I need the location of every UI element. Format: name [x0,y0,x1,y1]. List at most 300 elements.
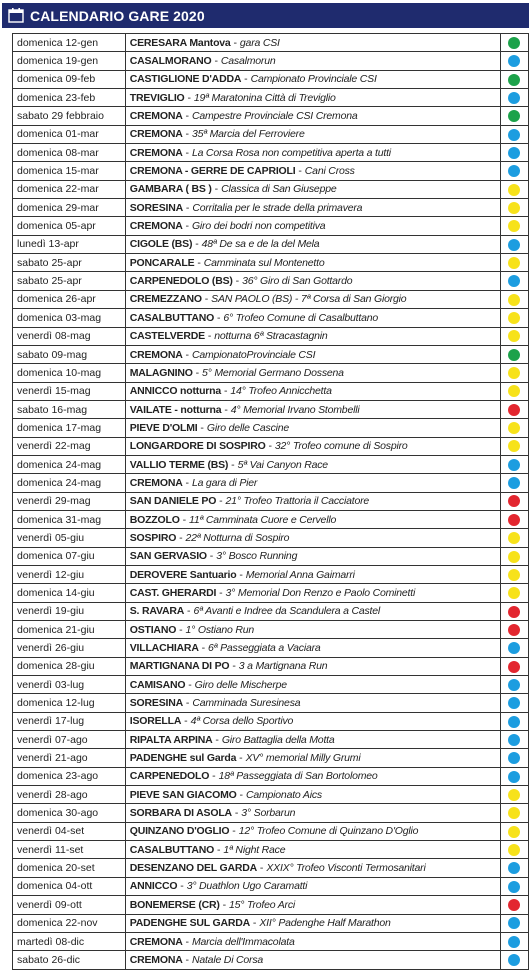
race-category-cell [500,327,528,345]
race-description: 18ª Passeggiata di San Bortolomeo [218,770,378,783]
race-category-cell [500,345,528,363]
race-location: CREMONA [129,146,183,159]
race-category-cell [500,767,528,785]
table-row [13,34,529,52]
race-date: domenica 24-mag [13,474,126,492]
race-location: CARPENEDOLO (BS) [129,275,233,288]
category-dot-icon [508,459,520,471]
race-date: venerdì 08-mag [13,327,126,345]
race-event [125,162,500,180]
race-event [125,712,500,730]
table-row [13,749,529,767]
race-event [125,437,500,455]
race-description: Campionato Aics [245,788,322,801]
category-dot-icon [508,551,520,563]
race-date: sabato 09-mag [13,345,126,363]
table-row [13,327,529,345]
race-category-cell [500,841,528,859]
race-category-cell [500,125,528,143]
category-dot-icon [508,220,520,232]
race-location: CREMONA [129,935,183,948]
race-location: CREMONA [129,128,183,141]
race-description: 6ª Passeggiata a Vaciara [208,642,321,655]
table-row [13,767,529,785]
category-dot-icon [508,844,520,856]
category-dot-icon [508,385,520,397]
race-location: CAST. GHERARDI [129,586,217,599]
category-dot-icon [508,587,520,599]
race-event [125,914,500,932]
page-title: CALENDARIO GARE 2020 [30,7,205,24]
race-date: venerdì 15-mag [13,382,126,400]
race-location: SAN GERVASIO [129,550,207,563]
race-category-cell [500,657,528,675]
race-category-cell [500,107,528,125]
race-category-cell [500,804,528,822]
race-location: DEROVERE Santuario [129,568,237,581]
race-event [125,70,500,88]
category-dot-icon [508,275,520,287]
race-separator: - [176,623,186,636]
race-location: CASTIGLIONE D'ADDA [129,73,242,86]
race-description: gara CSI [239,36,280,49]
race-location: PADENGHE SUL GARDA [129,917,251,930]
race-description: 21° Trofeo Trattoria il Cacciatore [225,495,370,508]
race-event [125,327,500,345]
category-dot-icon [508,954,520,966]
race-date: domenica 01-mar [13,125,126,143]
race-description: Memorial Anna Gaimarri [245,568,355,581]
race-location: RIPALTA ARPINA [129,733,213,746]
race-event [125,34,500,52]
race-date: venerdì 05-giu [13,529,126,547]
table-row [13,70,529,88]
race-calendar-table [12,33,529,970]
race-category-cell [500,932,528,950]
table-row [13,932,529,950]
category-dot-icon [508,532,520,544]
table-row [13,584,529,602]
race-separator: - [176,531,186,544]
race-description: 3° Sorbarun [241,807,296,820]
race-date: lunedì 13-apr [13,235,126,253]
race-date: domenica 15-mar [13,162,126,180]
race-location: CARPENEDOLO [129,770,210,783]
race-event [125,602,500,620]
table-row [13,859,529,877]
race-category-cell [500,712,528,730]
race-separator: - [214,311,224,324]
race-location: PIEVE D'OLMI [129,421,198,434]
race-date: domenica 14-giu [13,584,126,602]
race-date: sabato 25-apr [13,254,126,272]
race-event [125,932,500,950]
race-description: 3° Duathlon Ugo Caramatti [186,880,308,893]
table-row [13,180,529,198]
race-separator: - [265,440,275,453]
table-row [13,914,529,932]
race-separator: - [194,256,204,269]
race-location: ANNICCO [129,880,178,893]
race-location: PIEVE SAN GIACOMO [129,788,237,801]
race-date: venerdì 09-ott [13,896,126,914]
category-dot-icon [508,642,520,654]
race-description: 22ª Notturna di Sospiro [185,531,290,544]
category-dot-icon [508,55,520,67]
table-row [13,419,529,437]
race-separator: - [241,73,251,86]
table-row [13,89,529,107]
table-row [13,107,529,125]
race-separator: - [179,513,190,526]
race-separator: - [185,678,195,691]
race-description: Cani Cross [304,165,355,178]
race-date: domenica 23-ago [13,767,126,785]
race-event [125,639,500,657]
race-location: VALLIO TERME (BS) [129,458,229,471]
race-date: domenica 10-mag [13,364,126,382]
race-separator: - [295,165,305,178]
race-event [125,345,500,363]
calendar-icon [8,8,24,23]
race-date: venerdì 19-giu [13,602,126,620]
race-description: 5° Memorial Germano Dossena [202,366,344,379]
race-event [125,400,500,418]
race-location: ANNICCO notturna [129,385,222,398]
race-description: notturna 6ª Stracastagnin [214,330,328,343]
race-date: venerdì 04-set [13,822,126,840]
race-description: La gara di Pier [191,476,258,489]
category-dot-icon [508,239,520,251]
race-location: BONEMERSE (CR) [129,898,220,911]
category-dot-icon [508,606,520,618]
category-dot-icon [508,367,520,379]
race-event [125,474,500,492]
category-dot-icon [508,752,520,764]
category-dot-icon [508,422,520,434]
race-separator: - [182,935,192,948]
race-date: martedì 08-dic [13,932,126,950]
category-dot-icon [508,917,520,929]
race-separator: - [221,403,231,416]
race-description: CampionatoProvinciale CSI [191,348,316,361]
race-date: venerdì 26-giu [13,639,126,657]
race-event [125,676,500,694]
race-location: CREMONA [129,220,183,233]
category-dot-icon [508,440,520,452]
race-separator: - [182,476,192,489]
race-category-cell [500,914,528,932]
race-separator: - [182,146,192,159]
race-separator: - [209,770,219,783]
table-row [13,345,529,363]
category-dot-icon [508,184,520,196]
race-description: Classica di San Giuseppe [221,183,337,196]
race-description: Camminada Suresinesa [192,697,301,710]
race-location: PADENGHE sul Garda [129,752,237,765]
race-separator: - [182,128,192,141]
race-location: CERESARA Mantova [129,36,231,49]
category-dot-icon [508,862,520,874]
race-location: CREMONA [129,476,183,489]
race-separator: - [201,293,212,306]
table-row [13,621,529,639]
category-dot-icon [508,129,520,141]
category-dot-icon [508,257,520,269]
race-description: 5ª Vai Canyon Race [237,458,328,471]
race-location: CASALMORANO [129,55,212,68]
race-category-cell [500,235,528,253]
race-location: MARTIGNANA DI PO [129,660,230,673]
race-date: domenica 07-giu [13,547,126,565]
race-description: La Corsa Rosa non competitiva aperta a tutti [191,146,391,159]
table-row [13,125,529,143]
race-category-cell [500,437,528,455]
race-category-cell [500,34,528,52]
race-location: BOZZOLO [129,513,180,526]
race-location: S. RAVARA [129,605,185,618]
race-event [125,767,500,785]
race-location: CREMONA - GERRE DE CAPRIOLI [129,165,296,178]
race-location: SORESINA [129,697,183,710]
race-event [125,125,500,143]
race-event [125,859,500,877]
race-event [125,309,500,327]
race-date: domenica 17-mag [13,419,126,437]
race-description: Giro delle Cascine [206,421,290,434]
race-event [125,107,500,125]
race-location: CAMISANO [129,678,186,691]
category-dot-icon [508,771,520,783]
race-event [125,749,500,767]
race-description: Corritalia per le strade della primavera [192,201,363,214]
race-location: DESENZANO DEL GARDA [129,862,257,875]
race-event [125,841,500,859]
race-event [125,199,500,217]
race-separator: - [229,825,239,838]
race-event [125,529,500,547]
race-description: 11ª Camminata Cuore e Cervello [189,513,337,526]
race-category-cell [500,529,528,547]
race-category-cell [500,290,528,308]
race-location: SAN DANIELE PO [129,495,217,508]
table-row [13,52,529,70]
category-dot-icon [508,74,520,86]
category-dot-icon [508,477,520,489]
race-date: venerdì 12-giu [13,565,126,583]
race-date: venerdì 28-ago [13,786,126,804]
race-location: OSTIANO [129,623,177,636]
race-separator: - [182,348,192,361]
category-dot-icon [508,37,520,49]
race-date: domenica 28-giu [13,657,126,675]
race-event [125,786,500,804]
race-description: 48ª De sa e de la del Mela [201,238,320,251]
category-dot-icon [508,807,520,819]
race-description: 35ª Marcia del Ferroviere [191,128,305,141]
race-category-cell [500,639,528,657]
race-calendar-body [13,34,529,970]
race-description: XII° Padenghe Half Marathon [259,917,391,930]
race-separator: - [206,550,217,563]
race-date: domenica 05-apr [13,217,126,235]
race-event [125,290,500,308]
race-description: 32° Trofeo comune di Sospiro [274,440,408,453]
race-date: domenica 09-feb [13,70,126,88]
race-category-cell [500,309,528,327]
race-category-cell [500,676,528,694]
table-row [13,602,529,620]
race-date: domenica 23-feb [13,89,126,107]
race-date: domenica 19-gen [13,52,126,70]
table-row [13,199,529,217]
table-row [13,657,529,675]
race-description: Giro dei bodri non competitiva [191,220,326,233]
category-dot-icon [508,569,520,581]
race-event [125,272,500,290]
race-category-cell [500,859,528,877]
category-dot-icon [508,514,520,526]
table-row [13,822,529,840]
table-row [13,896,529,914]
race-category-cell [500,144,528,162]
race-event [125,877,500,895]
race-location: CASALBUTTANO [129,843,215,856]
category-dot-icon [508,312,520,324]
race-separator: - [216,586,226,599]
race-event [125,492,500,510]
race-location: CREMONA [129,953,183,966]
race-location: GAMBARA ( BS ) [129,183,212,196]
category-dot-icon [508,734,520,746]
table-row [13,144,529,162]
race-description: XV° memorial Milly Grumi [245,752,361,765]
race-separator: - [232,275,243,288]
race-category-cell [500,89,528,107]
table-row [13,364,529,382]
race-location: CIGOLE (BS) [129,238,193,251]
race-event [125,382,500,400]
race-description: Campestre Provinciale CSI Cremona [191,110,358,123]
race-location: CASALBUTTANO [129,311,215,324]
category-dot-icon [508,330,520,342]
race-date: domenica 22-mar [13,180,126,198]
category-dot-icon [508,899,520,911]
category-dot-icon [508,789,520,801]
race-location: SORESINA [129,201,183,214]
race-event [125,180,500,198]
race-location: QUINZANO D'OGLIO [129,825,230,838]
race-event [125,584,500,602]
race-description: 6ª Avanti e Indree da Scandulera a Castel [193,605,381,618]
table-row [13,382,529,400]
race-location: MALAGNINO [129,366,193,379]
race-category-cell [500,364,528,382]
race-location: ISORELLA [129,715,182,728]
race-separator: - [184,91,194,104]
table-row [13,400,529,418]
race-event [125,254,500,272]
race-date: domenica 31-mag [13,510,126,528]
race-category-cell [500,786,528,804]
race-date: domenica 20-set [13,859,126,877]
table-row [13,254,529,272]
race-category-cell [500,621,528,639]
race-date: domenica 29-mar [13,199,126,217]
race-event [125,694,500,712]
race-event [125,621,500,639]
race-event [125,731,500,749]
race-category-cell [500,492,528,510]
race-event [125,547,500,565]
race-category-cell [500,877,528,895]
race-date: sabato 16-mag [13,400,126,418]
table-row [13,547,529,565]
category-dot-icon [508,349,520,361]
race-description: Giro delle Mischerpe [194,678,287,691]
race-category-cell [500,602,528,620]
race-date: domenica 21-giu [13,621,126,639]
race-description: 15° Trofeo Arci [229,898,296,911]
race-date: domenica 08-mar [13,144,126,162]
race-event [125,657,500,675]
category-dot-icon [508,716,520,728]
table-row [13,877,529,895]
category-dot-icon [508,404,520,416]
race-description: Marcia dell'Immacolata [191,935,295,948]
race-location: CREMONA [129,110,183,123]
race-category-cell [500,52,528,70]
race-location: CREMEZZANO [129,293,202,306]
race-location: TREVIGLIO [129,91,185,104]
table-row [13,510,529,528]
table-row [13,639,529,657]
race-category-cell [500,547,528,565]
table-row [13,437,529,455]
race-separator: - [184,605,194,618]
race-event [125,419,500,437]
race-date: domenica 22-nov [13,914,126,932]
race-category-cell [500,896,528,914]
race-category-cell [500,584,528,602]
race-event [125,896,500,914]
race-description: 6° Trofeo Comune di Casalbuttano [223,311,379,324]
table-row [13,529,529,547]
category-dot-icon [508,110,520,122]
race-category-cell [500,382,528,400]
race-separator: - [182,201,193,214]
table-row [13,217,529,235]
table-row [13,565,529,583]
race-location: CASTELVERDE [129,330,205,343]
race-category-cell [500,217,528,235]
table-row [13,162,529,180]
category-dot-icon [508,936,520,948]
table-row [13,786,529,804]
race-location: PONCARALE [129,256,195,269]
category-dot-icon [508,679,520,691]
table-row [13,676,529,694]
race-separator: - [182,697,193,710]
race-category-cell [500,272,528,290]
race-category-cell [500,254,528,272]
race-separator: - [219,898,230,911]
race-event [125,235,500,253]
race-location: SORBARA DI ASOLA [129,807,232,820]
race-separator: - [181,715,191,728]
race-event [125,510,500,528]
race-category-cell [500,510,528,528]
